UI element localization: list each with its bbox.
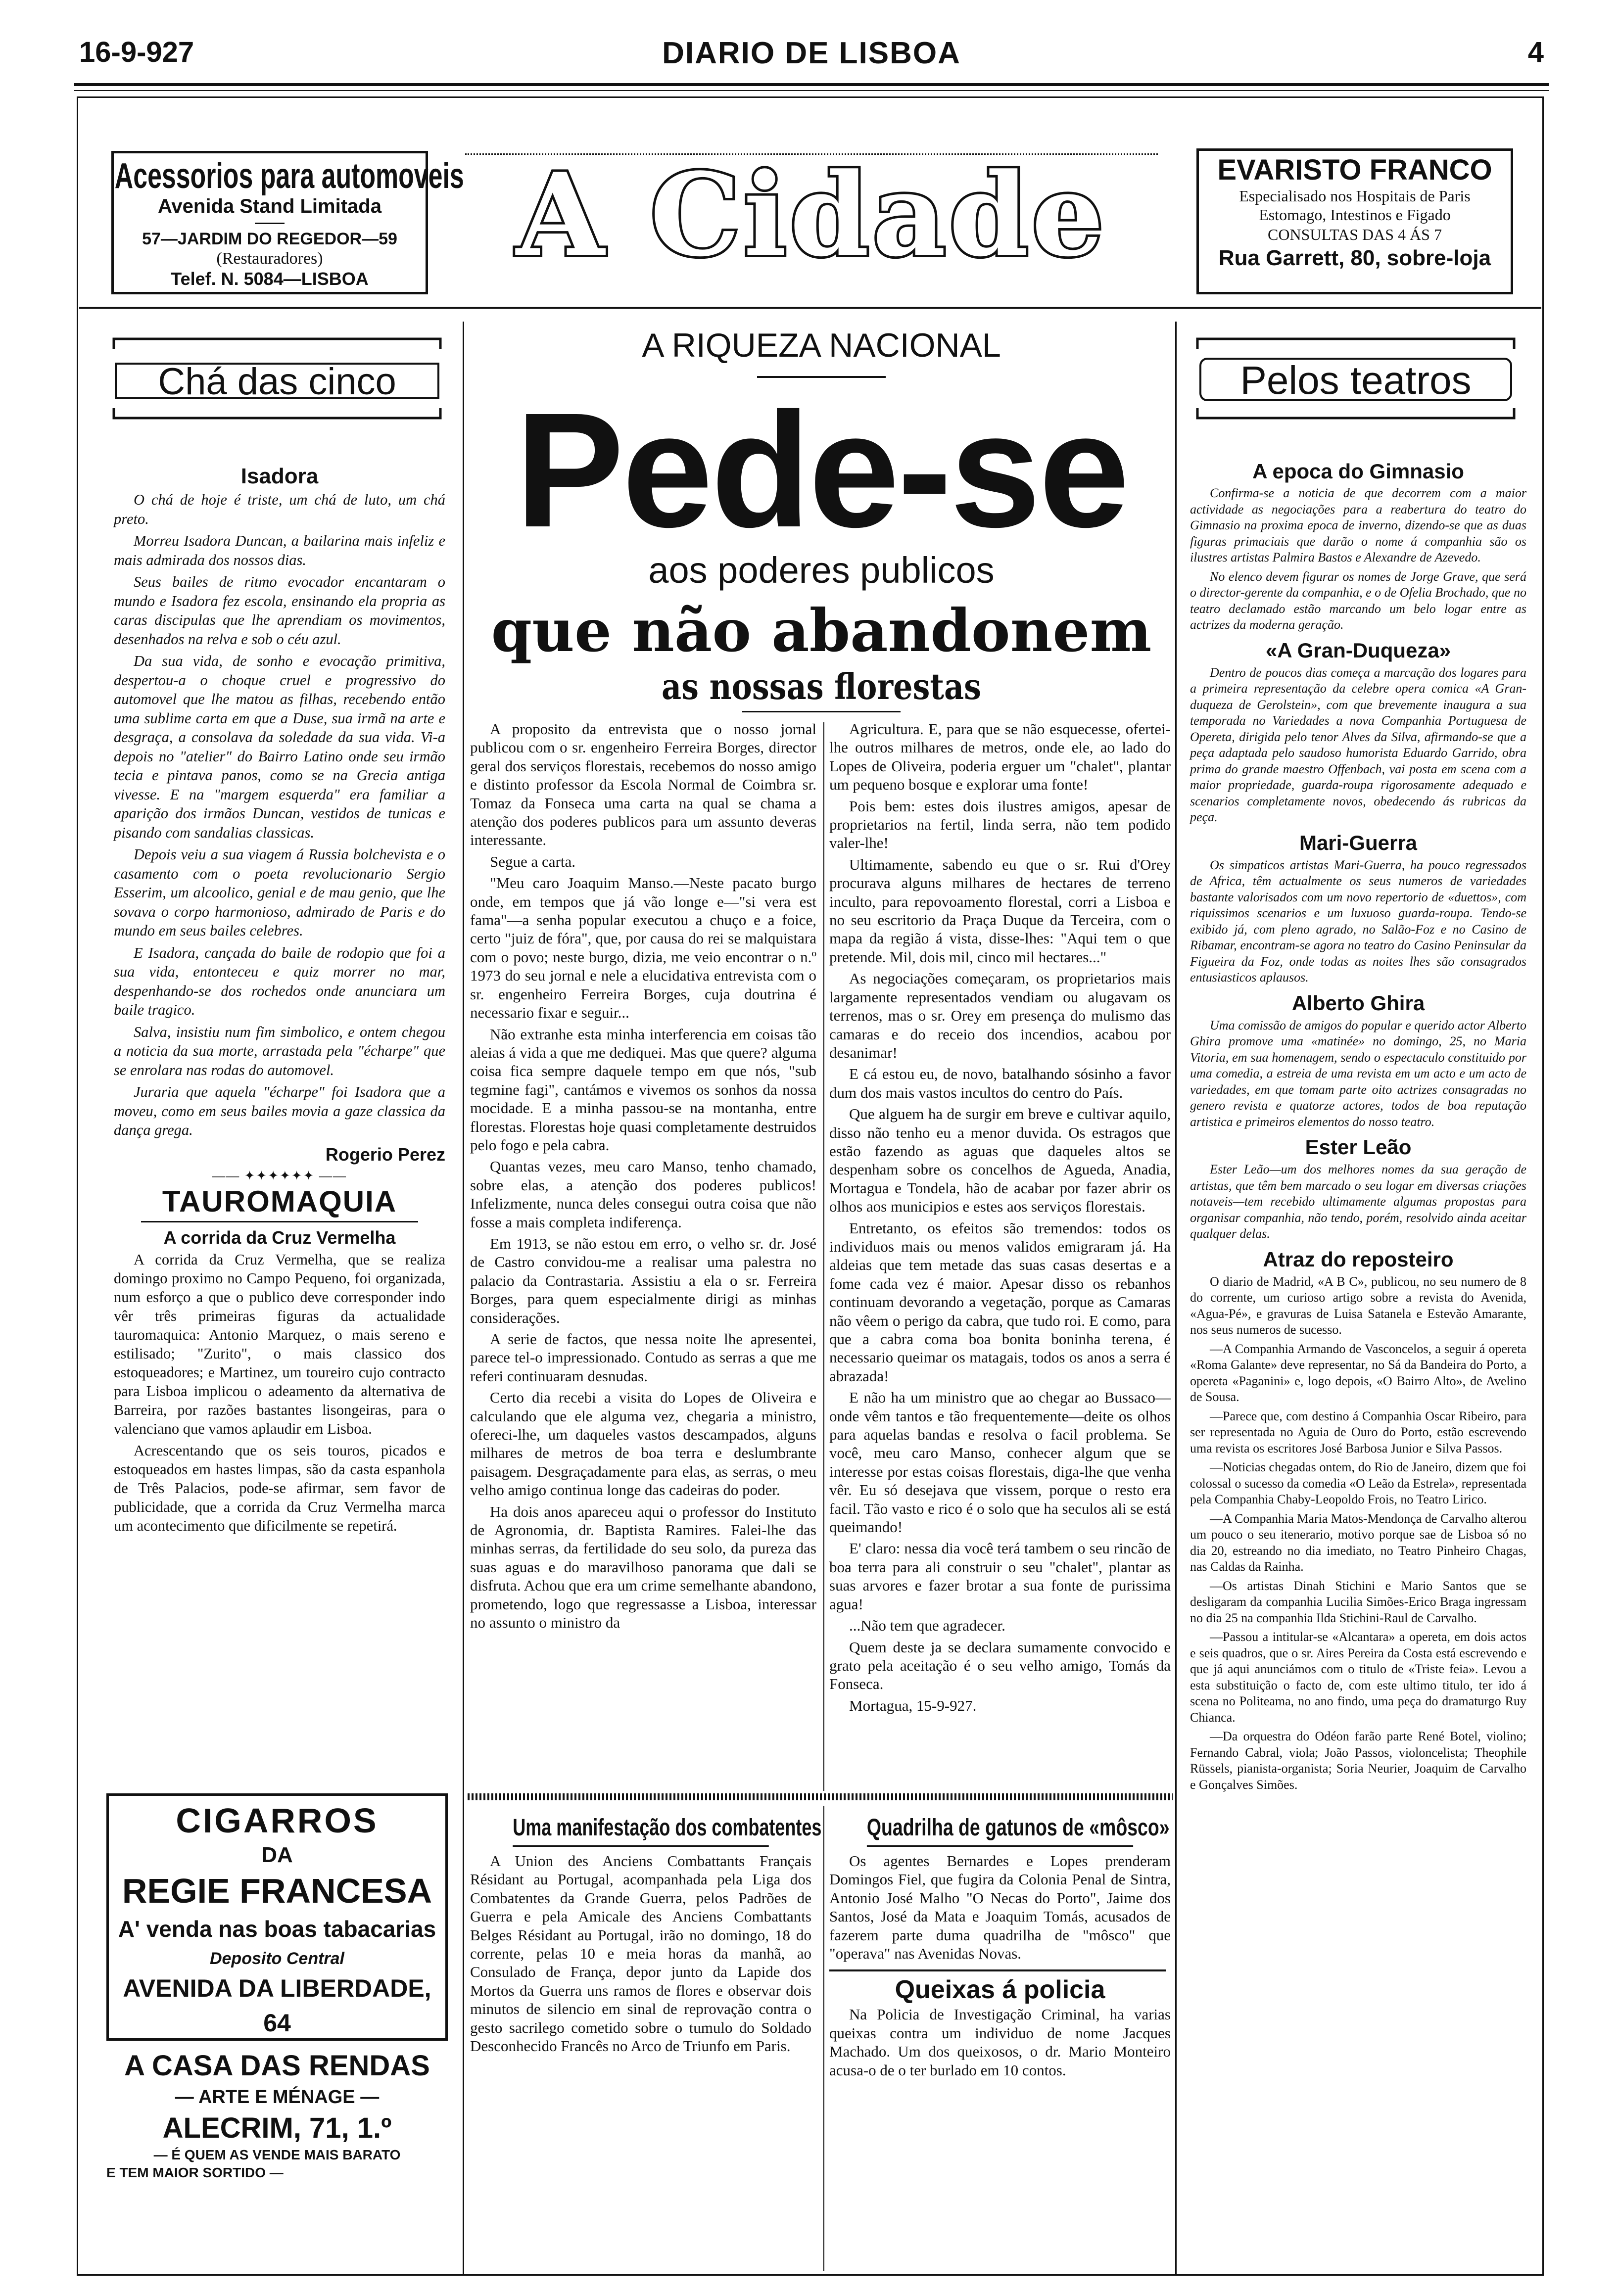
ad-cigarros-line5: Deposito Central — [209, 1949, 345, 1968]
article-body — [1190, 485, 1526, 633]
paragraph: Que alguem ha de surgir em breve e cultivar aquilo, disso não tenho eu a menor duvida. Os estragos que estão fazendo as aguas que daqueles altos se despenham sobre os concelhos de Agueda, Anadia, Mortagua e Tondela, hão de acabar por fazer abrir os olhos aos municipios e estes aos serviços florestais. — [829, 1105, 1171, 1216]
gatunos-article — [829, 1811, 1171, 2082]
article-title-combatentes: Uma manifestação dos combatentes — [513, 1811, 769, 1847]
paragraph: Ultimamente, sabendo eu que o sr. Rui d'Orey procurava alguns milhares de hectares de terreno inculto, para repovoamento florestal, corri a Lisboa e no seu escritorio da Praça Duque da Terceira, com o mapa da região á vista, disse-lhes: "Aqui tem o que pretende. Mil, dois mil, cinco mil hectares..." — [829, 855, 1171, 966]
paragraph: Depois veiu a sua viagem á Russia bolchevista e o casamento com o poeta revolucionario Sergio Esserim, um alcoolico, genial e de mau genio, que lhe sovava o corpo harmonioso, admirado de Paris e do mundo em seus bailes celebres. — [114, 846, 445, 939]
article-body-combatentes — [470, 1852, 811, 2055]
article-title: A epoca do Gimnasio — [1252, 460, 1464, 483]
deck-rule — [742, 711, 901, 712]
paragraph: Certo dia recebi a visita do Lopes de Oliveira e calculando que ele alguma vez, chegaria a ministro, ofereci-lhe, um daqueles vastos descampados, alguns milhares de metros de boa terra e deslumbrante paisagem. Desgraçadamente para elas, as serras, o meu velho amigo continua longe das cadeiras do poder. — [470, 1389, 816, 1499]
ad-casa-rendas — [106, 2048, 448, 2266]
paragraph: Quantas vezes, meu caro Manso, tenho chamado, sobre elas, a atenção dos poderes publicos! Infelizmente, nunca deles consegui outra coisa que não fosse a mais completa indiferença. — [470, 1158, 816, 1231]
article-title: Alberto Ghira — [1291, 991, 1425, 1015]
paragraph: Segue a carta. — [490, 852, 575, 870]
paragraph: Mortagua, 15-9-927. — [849, 1696, 977, 1714]
paragraph: A serie de factos, que nessa noite lhe apresentei, parece tel-o impressionado. Contudo as serras a que me referi continuaram desnudas. — [470, 1330, 816, 1385]
article-body — [1190, 1274, 1526, 1793]
paragraph: —Da orquestra do Odéon farão parte René Botel, violino; Fernando Cabral, viola; João Passos, violoncelista; Theophile Rüssels, pianista-organista; Soria Neurier, Joaquim de Carvalho e Gonçalves Simões. — [1190, 1729, 1526, 1792]
ad-cigarros — [106, 1793, 448, 2041]
ad-acessorios — [111, 151, 464, 294]
divider — [141, 1221, 418, 1222]
ad-cigarros-line1: CIGARROS — [176, 1801, 379, 1840]
paragraph: O diario de Madrid, «A B C», publicou, no seu numero de 8 do corrente, um curioso artigo sobre a revista do Avenida, «Agua-Pé», e gravuras de Luisa Satanela e Estevão Amarante, nos seus numeros de sucesso. — [1190, 1274, 1526, 1337]
article-title: Isadora — [240, 464, 319, 488]
section-title: Chá das cinco — [158, 361, 396, 403]
ad-evaristo-name: EVARISTO FRANCO — [1217, 154, 1492, 186]
paragraph: —Noticias chegadas ontem, do Rio de Janeiro, dizem que foi colossal o sucesso da comedia «O Leão da Estrela», representada pela Companhia Chaby-Leopoldo Frois, no Teatro Lirico. — [1190, 1460, 1526, 1506]
page-header — [79, 36, 1544, 75]
masthead-title: A Cidade — [516, 148, 1107, 282]
ad-evaristo — [1196, 148, 1513, 294]
paragraph: E não ha um ministro que ao chegar ao Bussaco—onde vêm tantos e tão frequentemente—deite os olhos para aquelas bandas e resolva o facil problema. Se você, meu caro Manso, conhecer algum que se interesse por estas coisas florestais, diga-lhe que venha vêr. Eu só desejava que vissem, porque o resto era facil. Tão vasto e rico é o solo que ha seculos ali se está queimando! — [829, 1389, 1171, 1536]
paragraph: —Os artistas Dinah Stichini e Mario Santos que se desligaram da companhia Lucilia Simões-Erico Braga ingressam no dia 25 na companhia Ilda Stichini-Raul de Carvalho. — [1190, 1578, 1526, 1625]
paragraph: Em 1913, se não estou em erro, o velho sr. dr. José de Castro convidou-me a realisar uma palestra no palacio da Contrastaria. Assistiu a ela o sr. Ferreira Borges, para quem especialmente dirigi as minhas considerações. — [470, 1234, 816, 1326]
article-title-queixas: Queixas á policia — [895, 1975, 1105, 2005]
paragraph: Quem deste ja se declara sumamente convocido e grato pela aceitação é o seu velho amigo, Tomás da Fonseca. — [829, 1638, 1171, 1693]
deck-3: as nossas florestas — [662, 665, 981, 707]
article-title: Atraz do reposteiro — [1263, 1247, 1454, 1271]
ad-divider — [255, 223, 285, 224]
ornament-divider: —— ✦✦✦✦✦✦ —— — [212, 1168, 347, 1183]
paragraph: —Parece que, com destino á Companhia Oscar Ribeiro, para ser representada no Aguia de Ouro do Porto, estão escrevendo uma revista os escritores José Barbosa Junior e Silva Passos. — [1190, 1408, 1526, 1455]
paragraph: Não extranhe esta minha interferencia em coisas tão aleias á vida a que me dediquei. Mas que quere? alguma coisa fica sempre daquele tempo em que nós, "sub tegmine fagi", cantámos e vivemos os sonhos da nossa mocidade. E a minha passou-se na montanha, entre florestas. Florestas hoje quasi completamente destruidos pelo fogo e pela cabra. — [470, 1025, 816, 1154]
paragraph: —A Companhia Armando de Vasconcelos, a seguir á opereta «Roma Galante» deve representar, no Sá da Bandeira do Porto, a opereta «Paganini» e, logo depois, «O Bairro Alto», de Avelino de Sousa. — [1190, 1341, 1526, 1404]
ad-acessorios-address: 57—JARDIM DO REGEDOR—59 — [142, 230, 397, 248]
paragraph: "Meu caro Joaquim Manso.—Neste pacato burgo onde, em tempos que já vão longe e—"si vera est fama"—a senha popular executou a chuço e a foice, certo "juiz de fóra", que, por causa do rei se malquistara com o povo; neste burgo, dizia, me veio encontrar o n.º 1973 do seu jornal e nele a elucidativa entrevista com o sr. engenheiro Ferreira Borges, cuja doutrina é necessario fixar e seguir... — [470, 874, 816, 1022]
paragraph: Da sua vida, de sonho e evocação primitiva, despertou-a o choque cruel e progressivo do automovel que lhe matou as filhas, recebendo então uma sublime carta em que a Duse, sua irmã na arte e desgraça, a consolava da soledade da sua vida. Vi-a depois no "atelier" do Bairro Latino onde seu irmão tecia e pintava panos, como se na Grecia antiga vivesse. E na "margem esquerda" era familiar a aparição dos irmãos Duncan, vestidos de tunicas e pisando com sandalias classicas. — [114, 653, 445, 841]
paragraph: Dentro de poucos dias começa a marcação dos logares para a primeira representação da celebre opera comica «A Gran-duqueza de Gerolstein», com que brevemente inaugura a sua temporada no Variedades a nova Companhia Portuguesa de Opereta, dirigida pelo tenor Alves da Silva, afirmando-se que a peça adaptada pelo saudoso humorista Eduardo Garrido, obra prima do grande maestro Offenbach, vai posta em scena com a maior propriedade, guarda-roupa rigorosamente adequado e scenarios completamente novos, obedecendo ás rubricas da peça. — [1190, 665, 1526, 824]
article-body — [114, 490, 445, 1140]
paragraph: Ha dois anos apareceu aqui o professor do Instituto de Agronomia, dr. Baptista Ramires. Falei-lhe das minhas serras, da fertilidade do seu solo, da pureza das suas aguas e do maravilhoso panorama que dali se disfruta. Achou que era um crime semelhante abandono, prometendo, logo que regressasse a Lisboa, interessar no assunto o ministro da — [470, 1502, 816, 1632]
page-number: 4 — [1527, 36, 1544, 68]
paragraph: Os agentes Bernardes e Lopes prenderam Domingos Fiel, que fugira da Colonia Penal de Sintra, Antonio José Malho "O Necas do Porto", Jaime dos Santos, José da Mata e Joaquim Tomás, acusados de fazerem parte duma quadrilha de "môsco" que "operava" nas Avenidas Novas. — [829, 1852, 1171, 1963]
paragraph: Salva, insistiu num fim simbolico, e ontem chegou a noticia da sua morte, arrastada pela "écharpe" que se enrolara nas rodas do automovel. — [114, 1023, 445, 1078]
kicker: A RIQUEZA NACIONAL — [642, 327, 1001, 364]
ad-rendas-line1: A CASA DAS RENDAS — [124, 2050, 430, 2082]
ad-rendas-line3: ALECRIM, 71, 1.º — [162, 2112, 392, 2144]
article-body — [1190, 1162, 1526, 1242]
article-body — [1190, 857, 1526, 986]
article-body — [1190, 1018, 1526, 1130]
ad-cigarros-line2: DA — [261, 1843, 293, 1867]
column-divider-left — [463, 322, 464, 2276]
paragraph: Entretanto, os efeitos são tremendos: todos os individuos mais ou menos validos emigraram já. Ha aldeias que tem metade das suas casas desertas e a fome cada vez é maior. Apesar disso os rebanhos continuam devorando a vegetação, porque as Camaras não vêem o perigo da cabra, que tudo roi. E como, para que a cabra coma boa bonita boninha terena, é necessario queimar os matagais, todos os anos a serra é abrazada! — [829, 1219, 1171, 1385]
center-bottom-rule — [468, 1793, 1173, 1800]
divider — [829, 1969, 1166, 1971]
article-author: Rogerio Perez — [325, 1144, 445, 1165]
paragraph: E Isadora, cançada do baile de rodopio que foi a sua vida, entonteceu e quiz morrer no mar, despenhando-se dos rochedos onde anunciara um baile tragico. — [114, 944, 445, 1018]
ad-rendas-line4: — É QUEM AS VENDE MAIS BARATO — [153, 2147, 401, 2162]
deck-2: que não abandonem — [491, 596, 1152, 665]
ad-acessorios-title: Acessorios para automoveis — [114, 156, 464, 196]
paragraph: Os simpaticos artistas Mari-Guerra, ha pouco regressados de Africa, têm actualmente os seus numeros de variedades bastante valorisados com um novo repertorio de «duettos», com riquissimos scenarios e um luxuoso guarda-roupa. Tendo-se exibido já, com pleno agrado, no Salão-Foz e no Casino de Ribamar, encontram-se agora no teatro do Casino Peninsular da Figueira da Foz, onde todas as noites lhes são consagrados entusiasticos aplausos. — [1190, 857, 1526, 984]
article-body-corrida — [114, 1250, 445, 1535]
header-rule — [74, 83, 1549, 86]
ad-cigarros-line3: REGIE FRANCESA — [122, 1872, 432, 1910]
cha-das-cinco-header — [109, 329, 445, 428]
paragraph: Na Policia de Investigação Criminal, ha varias queixas contra um individuo de nome Jacques Machado. Um dos queixosos, o dr. Mario Monteiro acusa-o de o ter burlado em 10 contos. — [829, 2006, 1171, 2079]
forest-column-2 — [829, 720, 1171, 1718]
paragraph: —Passou a intitular-se «Alcantara» a opereta, em dois actos e seis quadros, que o sr. Aires Pereira da Costa está escrevendo e que já aqui anunciámos com o titulo de «Triste feia». Levou a esta substituição o facto de, com este ultimo titulo, ter ido á scena no Politeama, no ano findo, uma peça do dramaturgo Ruy Chianca. — [1190, 1630, 1526, 1725]
article-title: «A Gran-Duqueza» — [1265, 638, 1451, 662]
ad-evaristo-line2: Estomago, Intestinos e Figado — [1259, 206, 1451, 224]
paragraph: E' claro: nessa dia você terá tambem o seu rincão de boa terra para ali construir o seu "chalet", plantar as suas arvores e fazer brotar a sua fonte de purissima agua! — [829, 1540, 1171, 1613]
paragraph: As negociações começaram, os proprietarios mais largamente representados vendiam ou alugavam os terrenos, mas o sr. Orey em presença do mulismo das camaras e do receio dos incendios, acabou por desanimar! — [829, 970, 1171, 1061]
deck-1: aos poderes publicos — [648, 550, 995, 591]
ad-acessorios-phone: Telef. N. 5084—LISBOA — [171, 269, 369, 289]
article-title: Mari-Guerra — [1299, 831, 1418, 854]
article-body-gatunos — [829, 1852, 1171, 1963]
isadora-article — [114, 463, 445, 1538]
paragraph: No elenco devem figurar os nomes de Jorge Grave, que será o director-gerente da companhia, e o de Ofelia Brochado, que no teatro declamado estão marcando um belo logar entre as actrizes da moderna geração. — [1190, 569, 1526, 632]
pelos-teatros-header — [1192, 329, 1519, 428]
paragraph: A Union des Anciens Combattants Français Résidant au Portugal, acompanhada pela Liga dos Combatentes da Grande Guerra, pelos Padrões de Guerra e pela Amicale des Anciens Combattants Belges Résidant au Portugal, irão no domingo, 18 do corrente, pelas 10 e meia horas da manhã, ao Consulado de França, depor junto da Lapide dos Mortos da Guerra uns ramos de flores e observar dois minutos de silencio em sinal de reprovação contra o gesto sacrilego cometido sobre o tumulo do Soldado Desconhecido Francês no Arco de Triunfo em Paris. — [470, 1852, 811, 2055]
paragraph: Pois bem: estes dois ilustres amigos, apesar de proprietarios na fertil, linda serra, não tem podido valer-lhe! — [829, 797, 1171, 852]
article-body-queixas — [829, 2005, 1171, 2079]
paragraph: Morreu Isadora Duncan, a bailarina mais infeliz e mais admirada dos nossos dias. — [114, 532, 445, 568]
ad-evaristo-address: Rua Garrett, 80, sobre-loja — [1218, 246, 1491, 270]
paragraph: ...Não tem que agradecer. — [849, 1617, 1005, 1635]
ad-evaristo-line3: CONSULTAS DAS 4 ÁS 7 — [1268, 226, 1442, 243]
article-title: Ester Leão — [1305, 1135, 1412, 1159]
section-title: Pelos teatros — [1240, 358, 1472, 402]
ad-acessorios-company: Avenida Stand Limitada — [158, 195, 381, 217]
paragraph: Confirma-se a noticia de que decorrem com a maior actividade as negociações para a reabertura do teatro do Gimnasio na proxima epoca de inverno, dizendo-se que as duas figuras primaciais que darão o nome á companhia são os ilustres artistas Palmira Bastos e Alexandre de Azevedo. — [1190, 486, 1526, 564]
paragraph: A corrida da Cruz Vermelha, que se realiza domingo proximo no Campo Pequeno, foi organizada, num esforço a que o publico deve corresponder indo vêr três primeiras figuras da actualidade tauromaquica: Antonio Marquez, o mais sereno e estilisado; "Zurito", o mais classico dos estoqueadores; e Martinez, um toureiro cujo contracto para Lisboa implicou o adeamento da alternativa de Barreira, por razões bastantes lisongeiras, para o valenciano que vamos aplaudir em Lisboa. — [114, 1251, 445, 1437]
top-ad-rule — [79, 307, 1541, 309]
center-divider-bottom — [823, 1806, 824, 2271]
section-tauromaquia: TAUROMAQUIA — [162, 1184, 397, 1218]
article-body — [1190, 665, 1526, 826]
combatentes-article — [470, 1811, 822, 2058]
article-title-corrida: A corrida da Cruz Vermelha — [163, 1227, 396, 1248]
headline: Pede-se — [515, 378, 1128, 561]
teatros-column — [1190, 458, 1526, 1796]
paragraph: Juraria que aquela "écharpe" foi Isadora que a moveu, como em seus bailes movia a gaze classica da dança grega. — [114, 1083, 445, 1138]
paragraph: Uma comissão de amigos do popular e querido actor Alberto Ghira promove uma «matinée» no domingo, 25, no Maria Vitoria, em sua homenagem, sendo o espectaculo constituido por uma comedia, a estreia de uma revista em um acto e um acto de variedades, em que tomam parte oito actrizes consagradas no genero revista e quatorze actores, todos de boa reputação artistica e primeiros elementos do nosso teatro. — [1190, 1018, 1526, 1129]
ad-cigarros-line4: A' venda nas boas tabacarias — [118, 1916, 436, 1942]
ad-rendas-line2: — ARTE E MÉNAGE — — [175, 2087, 380, 2108]
forest-column-1 — [470, 720, 816, 1635]
header-rule-thin — [74, 90, 1549, 91]
newspaper-name: DIARIO DE LISBOA — [662, 36, 961, 70]
paragraph: O chá de hoje é triste, um chá de luto, um chá preto. — [114, 491, 445, 527]
ad-evaristo-line1: Especialisado nos Hospitais de Paris — [1239, 187, 1471, 205]
paragraph: A proposito da entrevista que o nosso jornal publicou com o sr. engenheiro Ferreira Borges, director geral dos serviços florestais, recebemos do nosso amigo e distinto professor da Escola Normal de Coimbra sr. Tomaz da Fonseca uma carta na qual se chama a atenção dos poderes publicos para um assunto deveras interessante. — [470, 720, 816, 849]
paragraph: Ester Leão—um dos melhores nomes da sua geração de artistas, que têm bem marcado o seu logar em diversas criações notaveis—tem recebido ultimamente algumas propostas para organisar companhia, não tendo, porém, resolvido ainda aceitar qualquer delas. — [1190, 1162, 1526, 1241]
paragraph: Agricultura. E, para que se não esquecesse, ofertei-lhe outros milhares de metros, onde ele, ao lado do Lopes de Oliveira, poderia erguer um "chalet", plantar um pequeno bosque e explorar uma fonte! — [829, 720, 1171, 794]
issue-date: 16-9-927 — [79, 36, 194, 68]
paragraph: Seus bailes de ritmo evocador encantaram o mundo e Isadora fez escola, ensinando ela propria as caras discipulas que lhe aprendiam os movimentos, desenhados na relva e sob o céu azul. — [114, 573, 445, 648]
center-divider — [823, 722, 824, 1791]
paragraph: Acrescentando que os seis touros, picados e estoqueados em hastes limpas, são da casta espanhola de Três Palacios, pode-se afirmar, sem favor de publicidade, que a corrida da Cruz Vermelha marca um acontecimento que dificilmente se repetirá. — [114, 1442, 445, 1534]
ad-cigarros-line6: AVENIDA DA LIBERDADE, 64 — [123, 1974, 431, 2037]
ad-rendas-line5: E TEM MAIOR SORTIDO — — [106, 2165, 284, 2180]
masthead — [465, 143, 1158, 292]
ad-acessorios-note: (Restauradores) — [216, 249, 323, 268]
article-title-gatunos: Quadrilha de gatunos de «môsco» — [867, 1811, 1133, 1847]
paragraph: —A Companhia Maria Matos-Mendonça de Carvalho alterou um pouco o seu itenerario, motivo porque sae de Lisboa só no dia 20, estreando no dia imediato, no Teatro Pinheiro Chagas, nas Caldas da Rainha. — [1190, 1511, 1526, 1574]
paragraph: E cá estou eu, de novo, batalhando sósinho a favor dum dos mais vastos incultos do centro do País. — [829, 1065, 1171, 1101]
column-divider-right — [1175, 322, 1177, 2276]
